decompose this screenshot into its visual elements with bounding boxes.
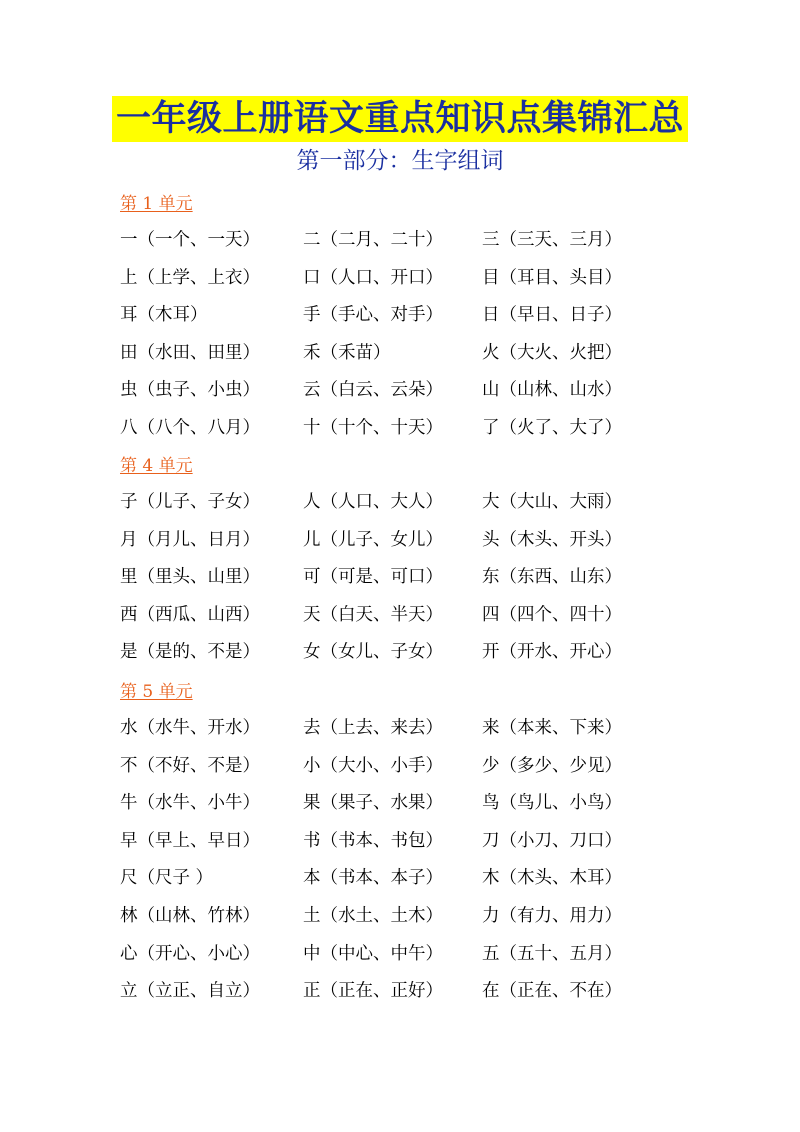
word-entry: 力（有力、用力） (482, 906, 622, 926)
word-entry: 五（五十、五月） (482, 943, 622, 964)
word-entry: 木（木头、木耳） (482, 868, 622, 889)
word-entry: 鸟（鸟儿、小鸟） (482, 793, 622, 814)
word-entry: 刀（小刀、刀口） (482, 830, 622, 851)
word-entry: 可（可是、可口） (303, 567, 443, 588)
word-entry: 子（儿子、子女） (120, 492, 260, 512)
word-entry: 在（正在、不在） (482, 981, 622, 1002)
word-row (120, 827, 680, 855)
word-entry: 月（月儿、日月） (120, 529, 260, 550)
word-entry: 口（人口、开口） (303, 267, 443, 288)
word-row (120, 638, 680, 666)
section-heading: 第 4 单元 (120, 456, 193, 476)
word-entry: 东（东西、山东） (482, 567, 622, 588)
word-row (120, 264, 680, 292)
word-row (120, 301, 680, 329)
section-heading: 第 5 单元 (120, 682, 193, 702)
word-entry: 开（开水、开心） (482, 642, 622, 663)
word-entry: 儿（儿子、女儿） (303, 529, 443, 550)
word-entry: 三（三天、三月） (482, 230, 622, 250)
word-entry: 牛（水牛、小牛） (120, 793, 260, 814)
word-row (120, 563, 680, 591)
word-entry: 云（白云、云朵） (303, 380, 443, 401)
word-entry: 少（多少、少见） (482, 755, 622, 776)
word-entry: 禾（禾苗） (303, 342, 391, 363)
word-entry: 天（白天、半天） (303, 604, 443, 625)
word-entry: 二（二月、二十） (303, 230, 443, 250)
word-entry: 小（大小、小手） (303, 755, 443, 776)
word-entry: 土（水土、土木） (303, 906, 443, 926)
word-entry: 去（上去、来去） (303, 718, 443, 738)
word-row (120, 226, 680, 254)
word-entry: 不（不好、不是） (120, 755, 260, 776)
word-entry: 耳（木耳） (120, 305, 208, 326)
word-entry: 是（是的、不是） (120, 642, 260, 663)
word-entry: 人（人口、大人） (303, 492, 443, 512)
word-entry: 十（十个、十天） (303, 418, 443, 438)
document-title: 一年级上册语文重点知识点集锦汇总 (112, 96, 688, 142)
section-heading: 第 1 单元 (120, 194, 193, 214)
word-entry: 头（木头、开头） (482, 529, 622, 550)
word-entry: 八（八个、八月） (120, 418, 260, 438)
word-entry: 中（中心、中午） (303, 943, 443, 964)
word-row (120, 488, 680, 516)
word-entry: 正（正在、正好） (303, 981, 443, 1002)
word-entry: 了（火了、大了） (482, 418, 622, 438)
word-entry: 山（山林、山水） (482, 380, 622, 401)
word-entry: 来（本来、下来） (482, 718, 622, 738)
word-row (120, 414, 680, 442)
word-row (120, 601, 680, 629)
word-entry: 女（女儿、子女） (303, 642, 443, 663)
word-entry: 早（早上、早日） (120, 830, 260, 851)
word-row (120, 339, 680, 367)
word-row (120, 376, 680, 404)
word-entry: 林（山林、竹林） (120, 906, 260, 926)
word-row (120, 752, 680, 780)
word-entry: 大（大山、大雨） (482, 492, 622, 512)
word-row (120, 977, 680, 1005)
word-entry: 西（西瓜、山西） (120, 604, 260, 625)
word-entry: 尺（尺子 ） (120, 868, 214, 889)
word-entry: 四（四个、四十） (482, 604, 622, 625)
word-entry: 里（里头、山里） (120, 567, 260, 588)
word-entry: 本（书本、本子） (303, 868, 443, 889)
word-row (120, 864, 680, 892)
word-entry: 手（手心、对手） (303, 305, 443, 326)
word-row (120, 714, 680, 742)
word-row (120, 789, 680, 817)
word-entry: 书（书本、书包） (303, 830, 443, 851)
word-entry: 果（果子、水果） (303, 793, 443, 814)
word-entry: 虫（虫子、小虫） (120, 380, 260, 401)
word-entry: 水（水牛、开水） (120, 718, 260, 738)
word-row (120, 902, 680, 930)
word-row (120, 526, 680, 554)
word-entry: 上（上学、上衣） (120, 267, 260, 288)
part-subtitle: 第一部分：生字组词 (296, 148, 504, 174)
word-entry: 田（水田、田里） (120, 342, 260, 363)
word-entry: 火（大火、火把） (482, 342, 622, 363)
title-container (0, 96, 800, 142)
word-entry: 心（开心、小心） (120, 943, 260, 964)
word-entry: 立（立正、自立） (120, 981, 260, 1002)
word-entry: 一（一个、一天） (120, 230, 260, 250)
word-entry: 日（早日、日子） (482, 305, 622, 326)
word-entry: 目（耳目、头目） (482, 267, 622, 288)
word-row (120, 940, 680, 968)
